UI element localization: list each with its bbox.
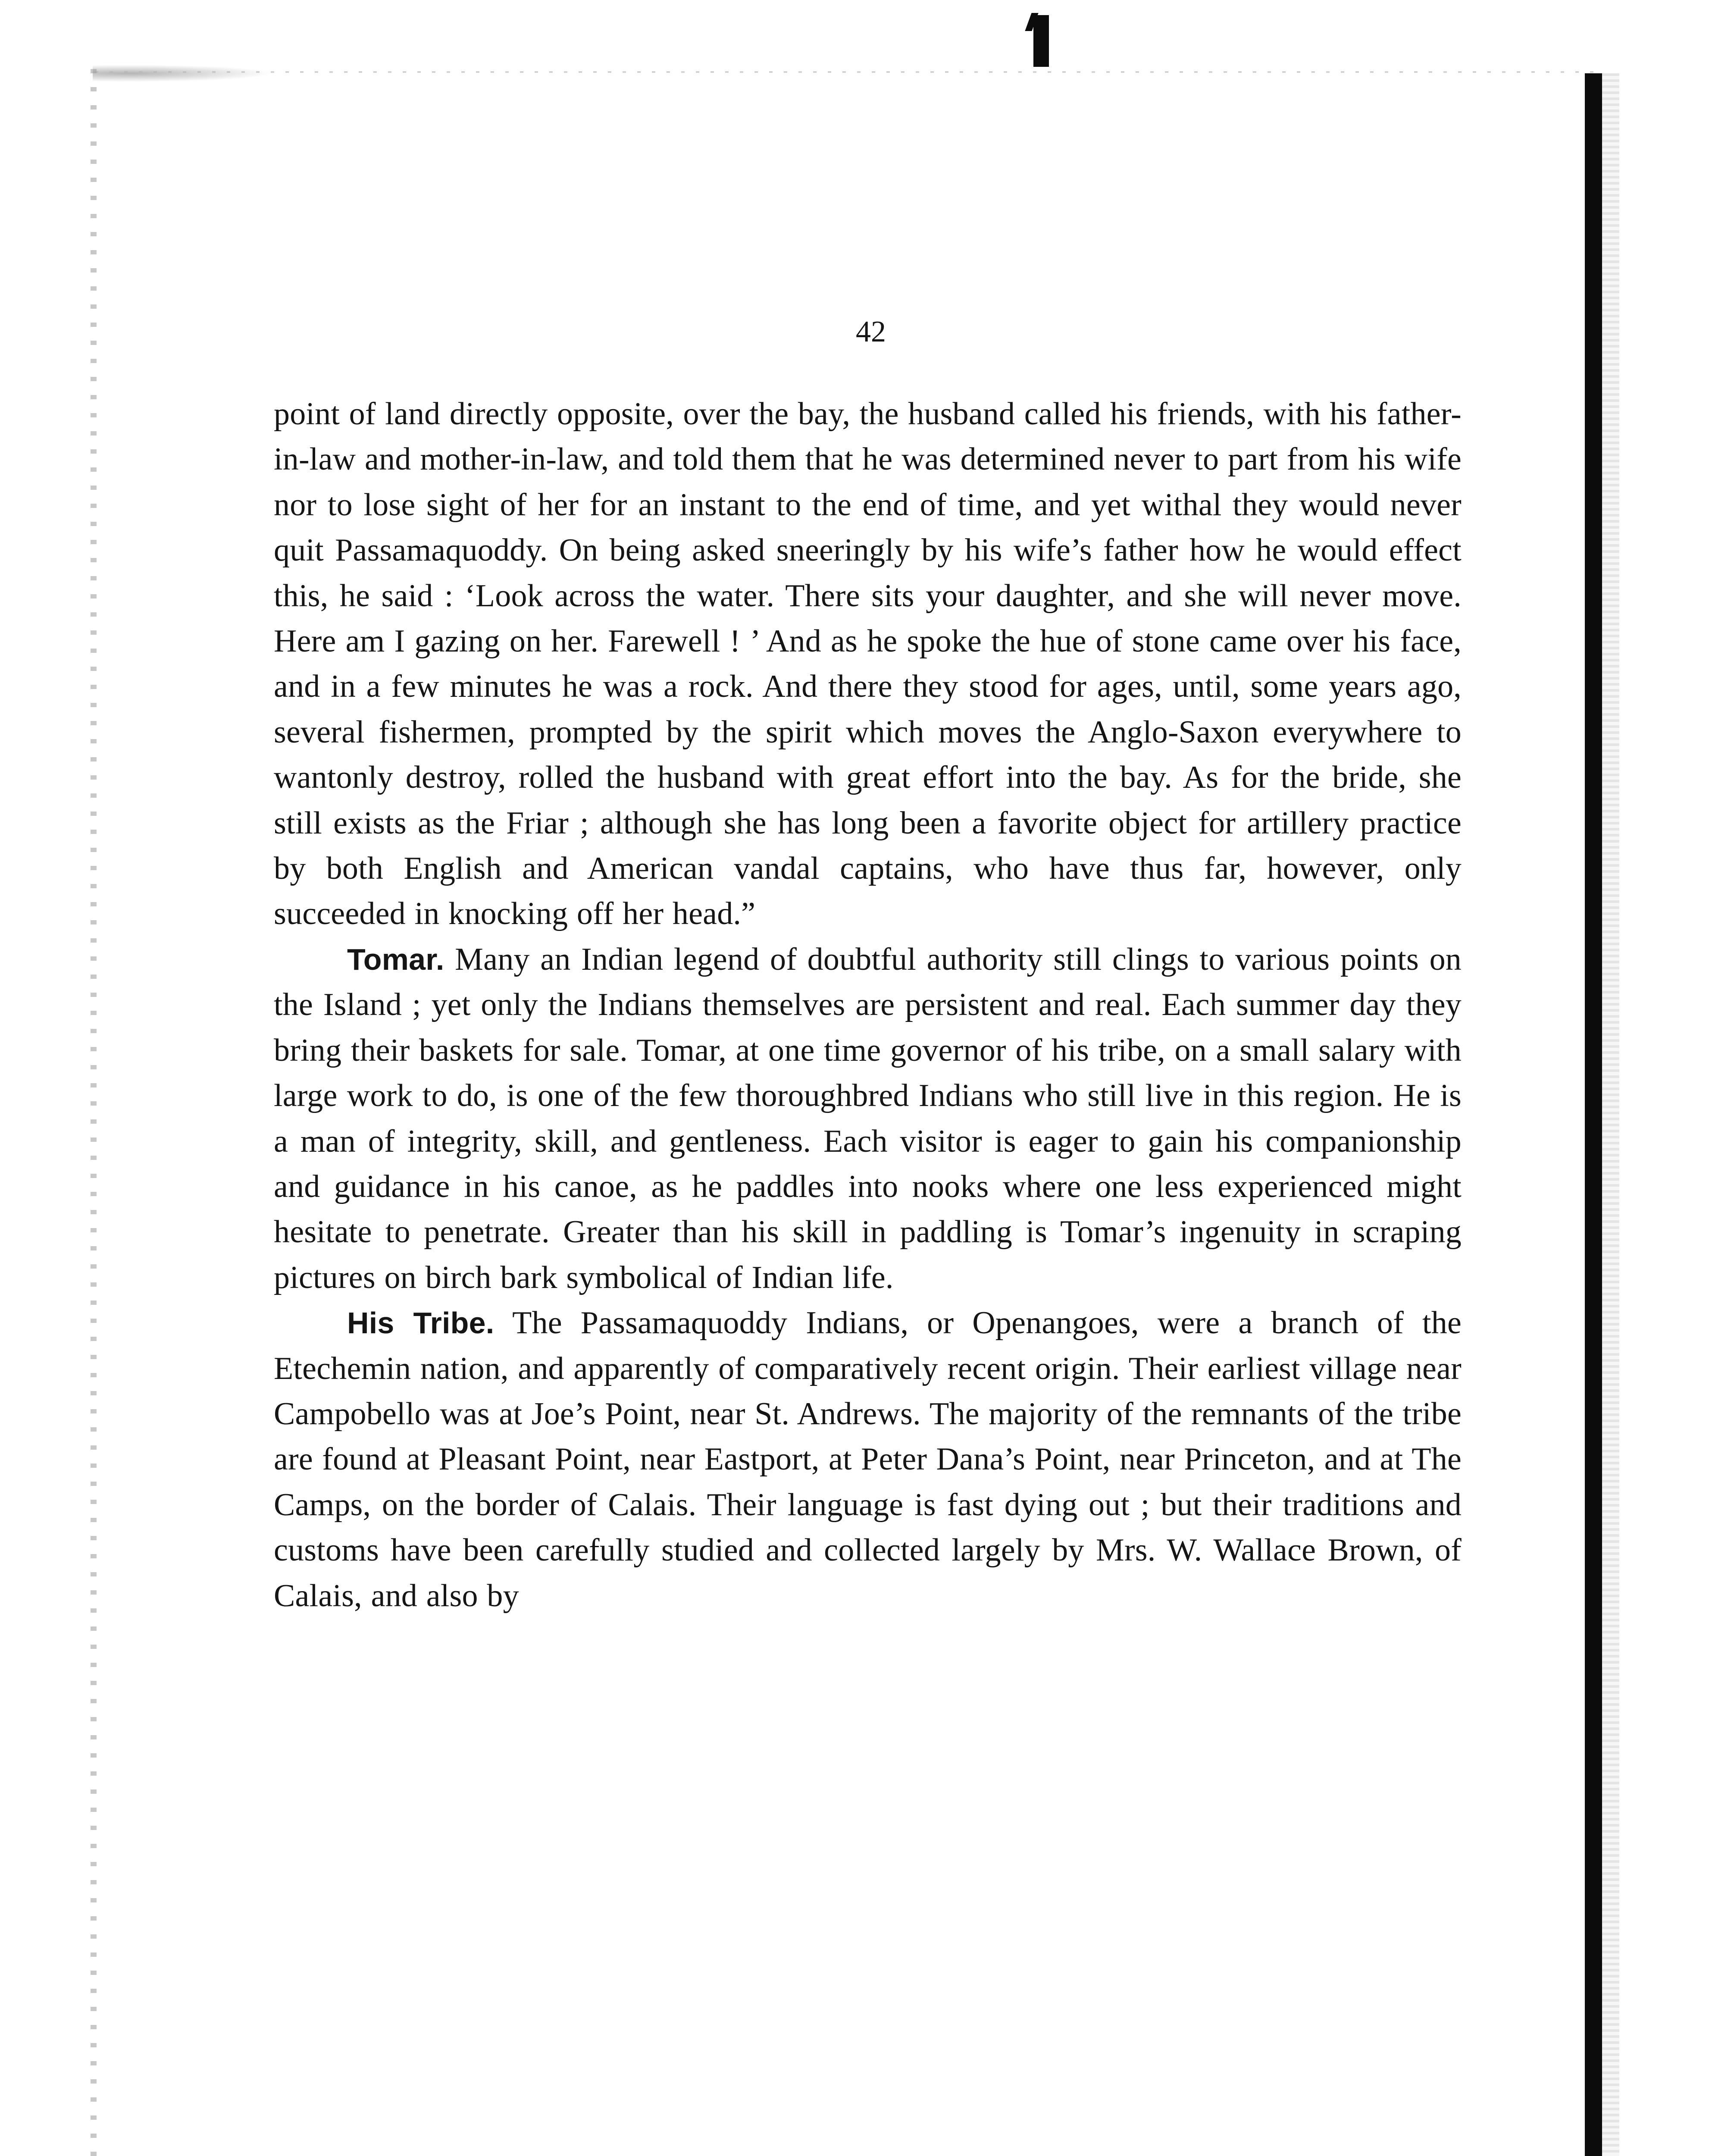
page-top-edge — [95, 71, 1604, 73]
paragraph-text: point of land directly opposite, over the bay, the husband called his friends, with his father-in-law and mother-in-law, and told them that he was determined never to part from his wife nor to lose sight of her for an instant to the end of time, and yet withal they would never quit Passamaquoddy. On being asked sneeringly by his wife’s father how he would effect this, he said : ‘Look across the water. There sits your daughter, and she will never move. Here am I gazing on her. Farewell ! ’ And as he spoke the hue of stone came over his face, and in a few minutes he was a rock. And there they stood for ages, until, some years ago, several fishermen, prompted by the spirit which moves the Anglo-Saxon everywhere to wantonly destroy, rolled the husband with great effort into the bay. As for the bride, she still exists as the Friar ; although she has long been a favorite object for artillery practice by both English and American vandal captains, who have thus far, however, only succeeded in knocking off her head.” — [274, 396, 1462, 932]
section-lead-tomar: Tomar. — [347, 942, 444, 976]
page-binding-edge — [91, 69, 97, 2156]
paragraph-continuation — [274, 392, 1462, 937]
section-lead-his-tribe: His Tribe. — [347, 1306, 495, 1340]
paragraph-text: The Passamaquoddy Indians, or Openangoes, were a branch of the Etechemin nation, and apparently of comparatively recent origin. Their earliest village near Campobello was at Joe’s Point, near St. Andrews. The majority of the remnants of the tribe are found at Pleasant Point, near Eastport, at Peter Dana’s Point, near Princeton, and at The Camps, on the border of Calais. Their language is fast dying out ; but their traditions and customs have been carefully studied and collected largely by Mrs. W. Wallace Brown, of Calais, and also by — [274, 1305, 1462, 1614]
paragraph-his-tribe — [274, 1300, 1462, 1619]
scan-mark — [1033, 15, 1049, 67]
scan-corner-smudge — [93, 65, 274, 82]
right-page-border — [1585, 73, 1602, 2156]
paragraph-text: Many an Indian legend of doubtful authority still clings to various points on the Island ; yet only the Indians themselves are persistent and real. Each summer day they bring their baskets for sale. Tomar, at one time governor of his tribe, on a small salary with large work to do, is one of the few thoroughbred Indians who still live in this region. He is a man of integrity, skill, and gentleness. Each visitor is eager to gain his companionship and guidance in his canoe, as he paddles into nooks where one less experienced might hesitate to penetrate. Greater than his skill in paddling is Tomar’s ingenuity in scraping pictures on birch bark symbolical of Indian life. — [274, 941, 1462, 1295]
paragraph-tomar — [274, 937, 1462, 1300]
right-border-shadow — [1602, 73, 1619, 2156]
page-number: 42 — [856, 315, 886, 348]
body-text — [274, 392, 1462, 1619]
